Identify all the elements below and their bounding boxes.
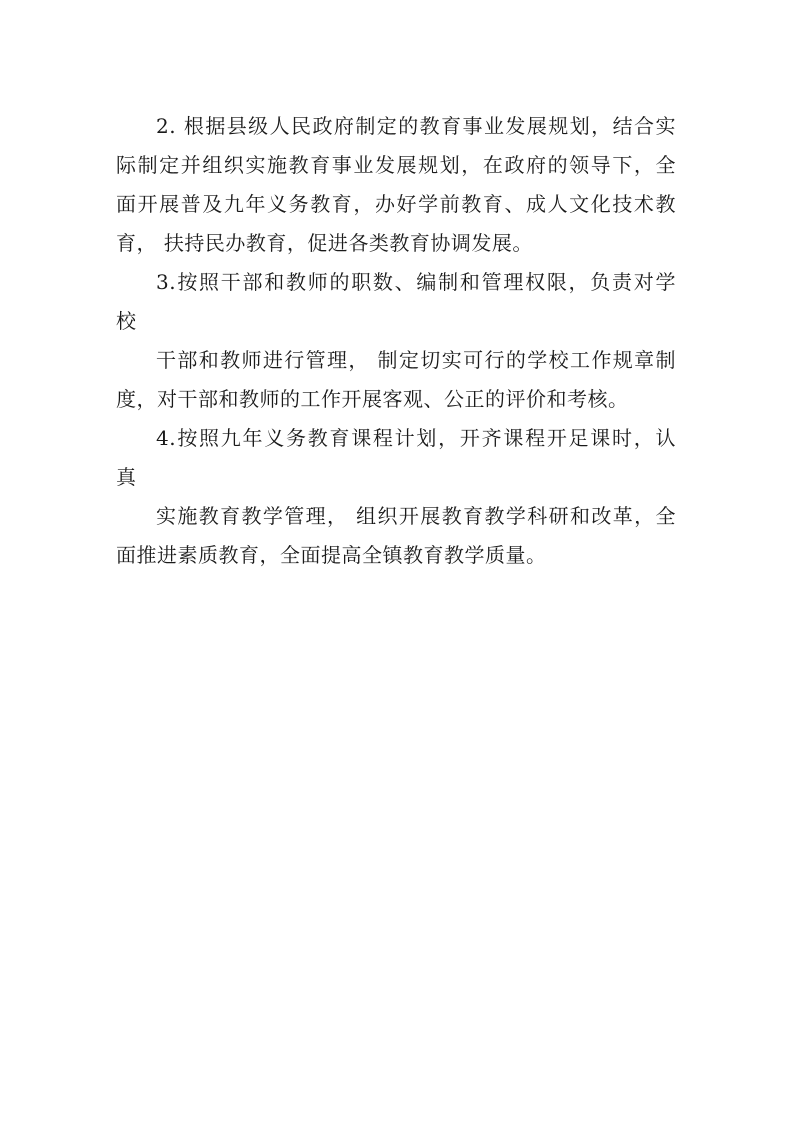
text-line: 际制定并组织实施教育事业发展规划，在政府的领导下，全	[116, 153, 676, 177]
text-line: 3.按照干部和教师的职数、编制和管理权限，负责对学	[156, 270, 676, 294]
text-line: 面开展普及九年义务教育，办好学前教育、成人文化技术教	[116, 192, 676, 216]
document-body	[116, 107, 676, 575]
text-line: 4.按照九年义务教育课程计划，开齐课程开足课时，认	[156, 426, 676, 450]
text-line: 校	[116, 309, 137, 333]
text-line: 2. 根据县级人民政府制定的教育事业发展规划，结合实	[156, 114, 676, 138]
text-line: 实施教育教学管理， 组织开展教育教学科研和改革，全	[156, 504, 676, 528]
text-line: 干部和教师进行管理， 制定切实可行的学校工作规章制	[156, 348, 676, 372]
text-line: 度，对干部和教师的工作开展客观、公正的评价和考核。	[116, 387, 629, 411]
text-line: 育， 扶持民办教育，促进各类教育协调发展。	[116, 231, 533, 255]
text-line: 真	[116, 465, 137, 489]
text-line: 面推进素质教育，全面提高全镇教育教学质量。	[116, 543, 547, 567]
